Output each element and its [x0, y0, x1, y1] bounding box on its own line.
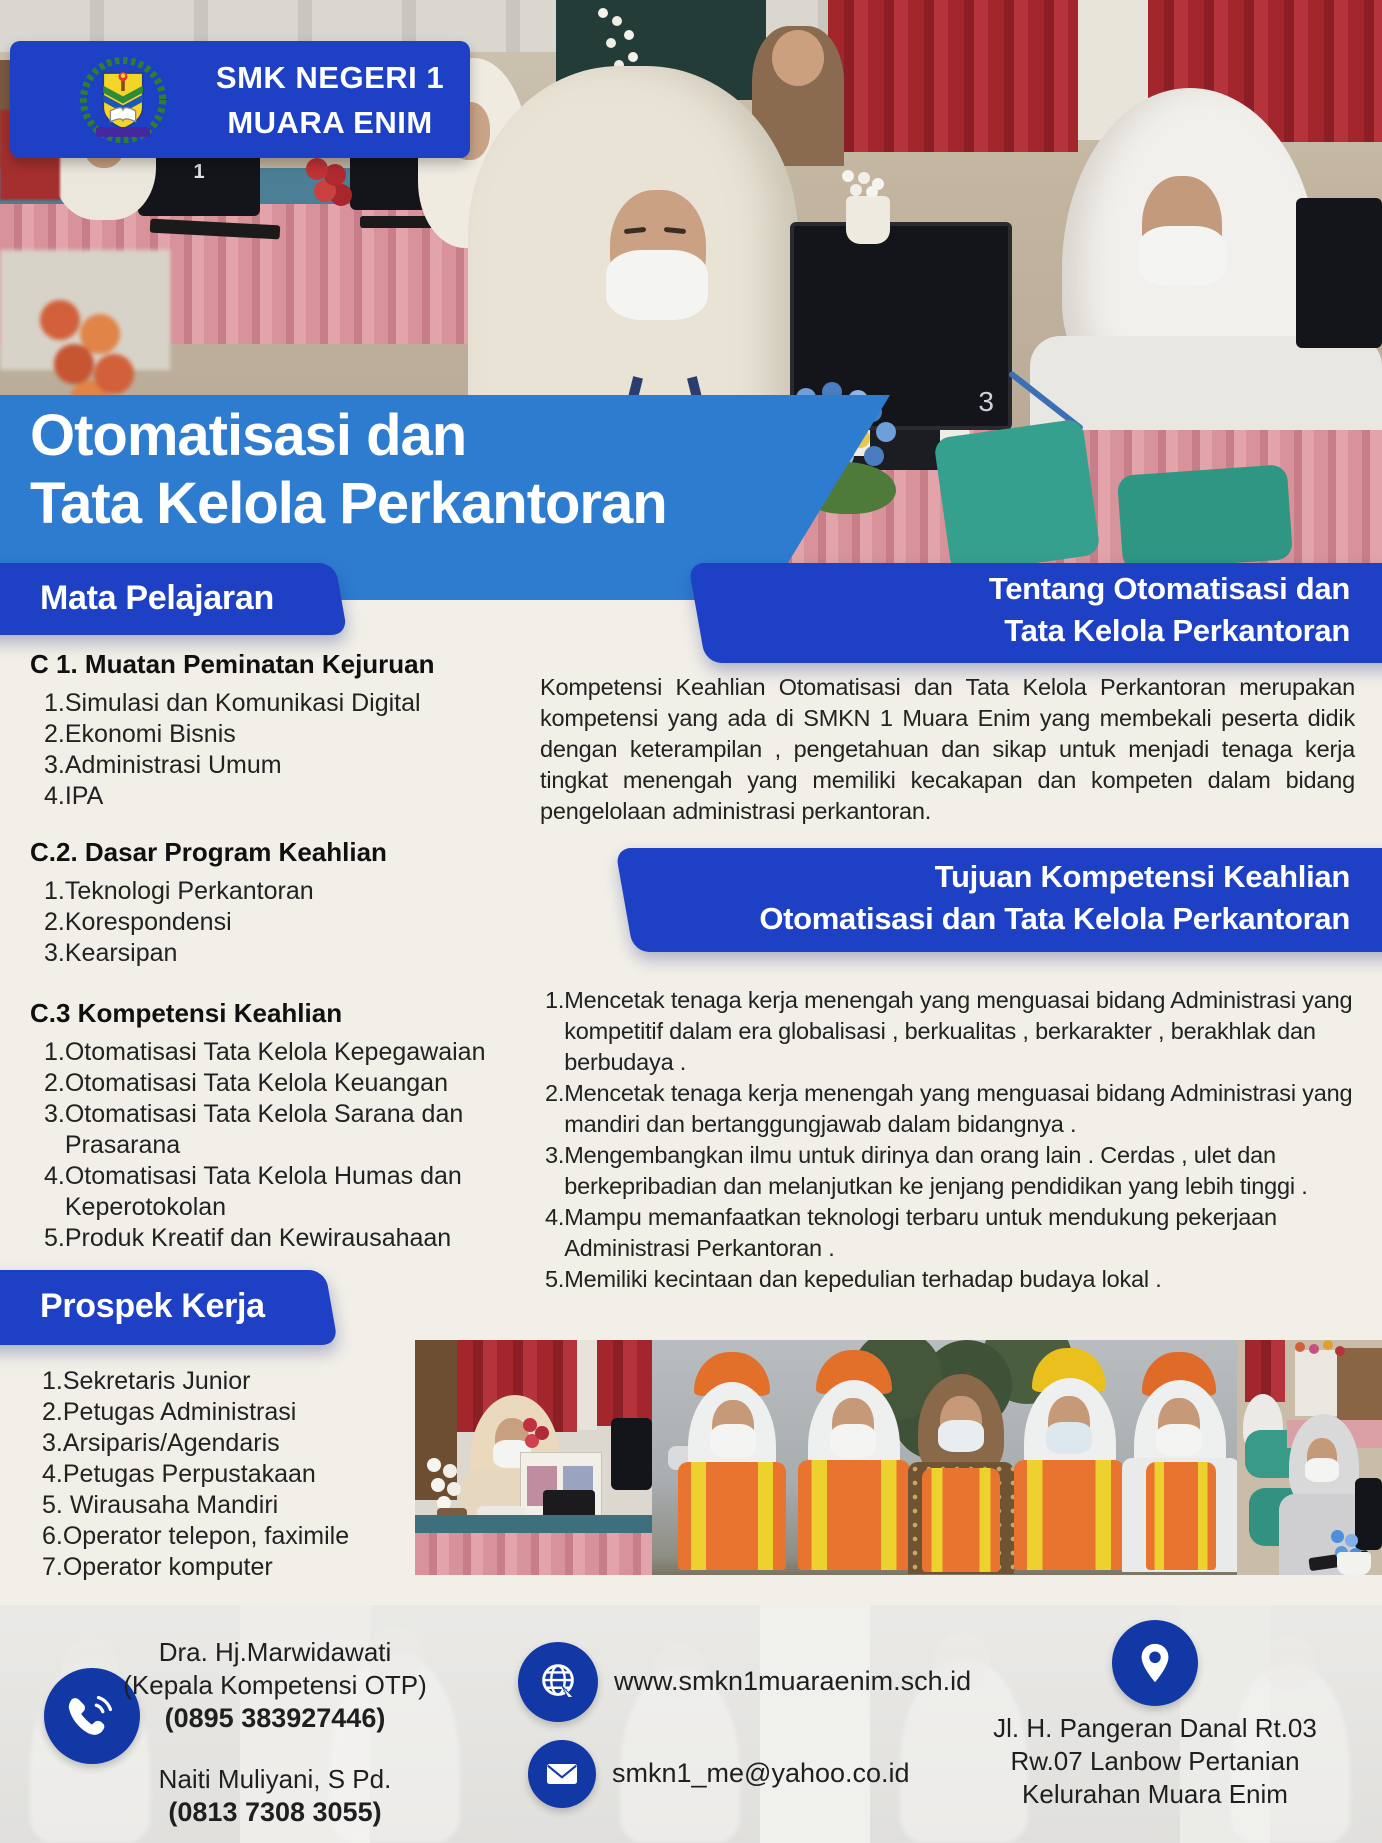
- face-mask: [830, 1424, 876, 1458]
- photo-computer-lab: [1237, 1340, 1382, 1575]
- school-logo-icon: [78, 55, 168, 145]
- safety-vest: [922, 1468, 1000, 1572]
- address-block: [960, 1712, 1350, 1811]
- tujuan-heading-line2: Otomatisasi dan Tata Kelola Perkantoran: [759, 901, 1350, 936]
- red-flowers: [306, 158, 328, 180]
- website-link[interactable]: www.smkn1muaraenim.sch.id: [614, 1666, 972, 1696]
- list-item: 4. Otomatisasi Tata Kelola Humas dan Keperotokolan: [44, 1162, 469, 1221]
- orange-flowers: [40, 300, 80, 340]
- mail-icon-glyph: [542, 1754, 582, 1794]
- school-name-line2: MUARA ENIM: [227, 105, 433, 140]
- list-item: 5. Wirausaha Mandiri: [42, 1491, 279, 1519]
- safety-vest: [1146, 1462, 1216, 1570]
- phone-icon-glyph: [66, 1690, 118, 1742]
- list-item: 2. Petugas Administrasi: [42, 1398, 297, 1426]
- page-title-line1: Otomatisasi dan: [30, 403, 467, 468]
- white-orchid: [598, 8, 608, 18]
- list-item: 7. Operator komputer: [42, 1553, 273, 1581]
- teacher-headscarf: [772, 30, 824, 86]
- red-flowers: [523, 1418, 537, 1432]
- group-list: [30, 876, 530, 969]
- tujuan-list: [545, 985, 1360, 1295]
- group-title: C.2. Dasar Program Keahlian: [30, 837, 387, 867]
- contact1-phone: (0895 383927446): [164, 1703, 386, 1733]
- face-mask: [1156, 1424, 1202, 1456]
- safety-vest: [798, 1460, 910, 1570]
- tujuan-heading-line1: Tujuan Kompetensi Keahlian: [934, 859, 1350, 894]
- list-item: 2. Ekonomi Bisnis: [44, 720, 236, 748]
- bench: [0, 250, 170, 370]
- list-item: 3. Administrasi Umum: [44, 751, 282, 779]
- chair: [1117, 464, 1293, 565]
- mata-pelajaran-content: [30, 648, 530, 1254]
- group-list: [30, 1037, 530, 1254]
- group-title: C 1. Muatan Peminatan Kejuruan: [30, 649, 435, 679]
- curtain: [597, 1340, 652, 1426]
- tentang-body: Kompetensi Keahlian Otomatisasi dan Tata Kelola Perkantoran merupakan kompetensi yang ada di SMKN 1 Muara Enim yang membekali peserta didik dengan keterampilan , pengetahuan dan sikap untuk menjadi tenaga kerja tingkat menengah yang memiliki kecakapan dan kompeten dalam bidang pengelolaan administrasi perkantoran.: [540, 674, 1355, 824]
- white-flowers: [842, 170, 854, 182]
- face-mask: [1305, 1458, 1339, 1482]
- prospek-kerja-heading: Prospek Kerja: [40, 1287, 265, 1325]
- globe-icon: [518, 1642, 598, 1722]
- wall-gap: [577, 1340, 597, 1430]
- list-item: 3. Kearsipan: [44, 939, 178, 967]
- monitor: [1355, 1478, 1382, 1550]
- flower-pot: [846, 196, 890, 244]
- contact-block: [120, 1636, 430, 1829]
- group-c1: [30, 648, 530, 812]
- safety-vest: [678, 1462, 786, 1570]
- face-mask: [1138, 226, 1226, 286]
- list-item: 2. Otomatisasi Tata Kelola Keuangan: [44, 1069, 448, 1097]
- face-mask: [606, 250, 708, 320]
- list-item: 4. IPA: [44, 782, 104, 810]
- school-header-banner: [10, 41, 470, 158]
- list-item: 2. Mencetak tenaga kerja menengah yang menguasai bidang Administrasi yang mandiri dan bertanggungjawab dalam bidangnya .: [545, 1080, 1359, 1137]
- curtain: [1245, 1340, 1285, 1402]
- list-item: 1. Teknologi Perkantoran: [44, 877, 314, 905]
- school-logo: [78, 55, 168, 145]
- mata-pelajaran-heading: Mata Pelajaran: [40, 579, 274, 617]
- cabinet: [415, 1340, 457, 1500]
- face-mask: [1046, 1422, 1092, 1454]
- contact1-role: (Kepala Kompetensi OTP): [123, 1670, 427, 1700]
- chair: [933, 418, 1101, 565]
- list-item: 3. Otomatisasi Tata Kelola Sarana dan Prasarana: [44, 1100, 471, 1159]
- contact1-name: Dra. Hj.Marwidawati: [158, 1637, 392, 1667]
- list-item: 1. Mencetak tenaga kerja menengah yang menguasai bidang Administrasi yang kompetitif dalam era globalisasi , berkualitas , berkarakter , berakhlak dan berbudaya .: [545, 987, 1359, 1075]
- list-item: 1. Otomatisasi Tata Kelola Kepegawaian: [44, 1038, 486, 1066]
- tujuan-heading: [640, 856, 1350, 940]
- address-line3: Kelurahan Muara Enim: [1022, 1779, 1288, 1809]
- email-link[interactable]: smkn1_me@yahoo.co.id: [612, 1758, 910, 1788]
- list-item: 4. Mampu memanfaatkan teknologi terbaru untuk mendukung pekerjaan Administrasi Perkantoran .: [545, 1204, 1282, 1261]
- list-item: 2. Korespondensi: [44, 908, 232, 936]
- table-top: [415, 1515, 652, 1533]
- group-title: C.3 Kompetensi Keahlian: [30, 998, 343, 1028]
- group-list: [30, 688, 530, 812]
- tentang-heading-line2: Tata Kelola Perkantoran: [1004, 613, 1350, 648]
- contact2-name: Naiti Muliyani, S Pd.: [158, 1764, 392, 1794]
- photo-office-desk: [415, 1340, 652, 1575]
- group-c3: [30, 997, 530, 1254]
- page-title: [30, 402, 930, 538]
- school-name: [195, 55, 465, 145]
- list-item: 3. Arsiparis/Agendaris: [42, 1429, 280, 1457]
- list-item: 5. Produk Kreatif dan Kewirausahaan: [44, 1224, 452, 1252]
- contact2-phone: (0813 7308 3055): [168, 1797, 382, 1827]
- flowers: [1295, 1342, 1305, 1352]
- list-item: 3. Mengembangkan ilmu untuk dirinya dan orang lain . Cerdas , ulet dan berkepribadian dan melanjutkan ke jenjang pendidikan yang lebih tinggi .: [545, 1142, 1308, 1199]
- safety-vest: [1014, 1460, 1124, 1570]
- table-skirt: [415, 1533, 652, 1575]
- cupboard: [1337, 1348, 1382, 1430]
- mail-icon: [528, 1740, 596, 1808]
- location-pin-glyph: [1132, 1640, 1178, 1686]
- monitor-large: 3: [790, 222, 1012, 430]
- face-mask: [710, 1424, 756, 1458]
- list-item: 1. Sekretaris Junior: [42, 1367, 251, 1395]
- white-flowers: [427, 1458, 441, 1472]
- monitor: [1296, 198, 1382, 348]
- photo-field-trip-group: [652, 1340, 1237, 1575]
- list-item: 5. Memiliki kecintaan dan kepedulian terhadap budaya lokal .: [545, 1266, 1162, 1292]
- address-line2: Rw.07 Lanbow Pertanian: [1010, 1746, 1300, 1776]
- tentang-heading-line1: Tentang Otomatisasi dan: [988, 571, 1350, 606]
- page-title-line2: Tata Kelola Perkantoran: [30, 471, 667, 536]
- blue-flowers: [1331, 1530, 1344, 1543]
- spacer: [120, 1735, 430, 1763]
- list-item: 1. Simulasi dan Komunikasi Digital: [44, 689, 421, 717]
- flower-vase: [1337, 1552, 1371, 1575]
- list-item: 6. Operator telepon, faximile: [42, 1522, 350, 1550]
- group-c2: [30, 836, 530, 969]
- address-line1: Jl. H. Pangeran Danal Rt.03: [993, 1713, 1317, 1743]
- window: [1295, 1350, 1337, 1416]
- curtain: [828, 0, 1078, 152]
- monitor: [611, 1418, 652, 1490]
- school-name-line1: SMK NEGERI 1: [215, 60, 445, 95]
- globe-icon-glyph: [535, 1659, 581, 1705]
- prospek-kerja-list: [42, 1366, 462, 1583]
- location-pin-icon: [1112, 1620, 1198, 1706]
- monitor: 1: [138, 128, 260, 216]
- tentang-heading: [700, 568, 1350, 652]
- face-mask: [938, 1420, 984, 1452]
- list-item: 4. Petugas Perpustakaan: [42, 1460, 316, 1488]
